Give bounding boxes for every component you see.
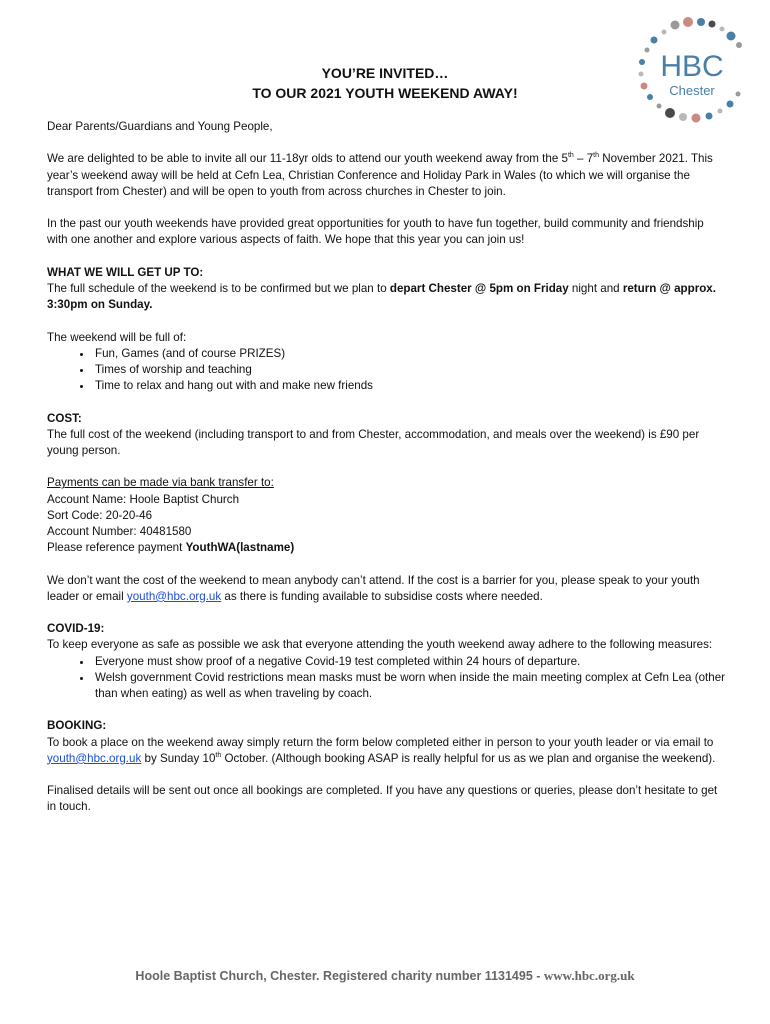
page-title-line2: TO OUR 2021 YOUTH WEEKEND AWAY! xyxy=(252,85,518,101)
payment-reference: Please reference payment YouthWA(lastname) xyxy=(47,541,295,555)
intro-paragraph-2: In the past our youth weekends have provided great opportunities for youth to have fun together, build community and friendship with one another and explore various aspects of faith. We hope that this year you can join us! xyxy=(47,217,704,247)
page-title-line1: YOU’RE INVITED… xyxy=(321,65,449,81)
covid-measures-list xyxy=(47,654,727,703)
list-item: • Fun, Games (and of course PRIZES) xyxy=(93,346,727,362)
list-item: • Everyone must show proof of a negative Covid-19 test completed within 24 hours of departure. xyxy=(93,654,727,670)
covid-paragraph: To keep everyone as safe as possible we ask that everyone attending the youth weekend away adhere to the following measures: xyxy=(47,638,713,652)
section-heading-covid: COVID-19: xyxy=(47,622,105,636)
account-number: Account Number: 40481580 xyxy=(47,524,192,538)
list-item: • Times of worship and teaching xyxy=(93,362,727,378)
cost-paragraph: The full cost of the weekend (including transport to and from Chester, accommodation, and meals over the weekend) is £90 per young person. xyxy=(47,427,700,457)
greeting: Dear Parents/Guardians and Young People, xyxy=(47,120,273,133)
funding-paragraph: We don’t want the cost of the weekend to mean anybody can’t attend. If the cost is a barrier for you, please speak to your youth leader or email youth@hbc.org.uk as there is funding available to subsidise costs where needed. xyxy=(47,573,700,603)
page-footer: Hoole Baptist Church, Chester. Registered charity number 1131495 - www.hbc.org.uk xyxy=(135,968,635,983)
youth-email-link[interactable]: youth@hbc.org.uk xyxy=(126,589,222,603)
list-intro: The weekend will be full of: xyxy=(47,330,187,344)
section-heading-booking: BOOKING: xyxy=(47,719,107,733)
logo-main-text: HBC xyxy=(660,50,724,83)
activities-list xyxy=(47,346,727,395)
booking-email-link[interactable]: youth@hbc.org.uk xyxy=(47,751,142,765)
final-paragraph: Finalised details will be sent out once all bookings are completed. If you have any questions or queries, please don’t hesitate to get in touch. xyxy=(47,784,718,814)
list-item: • Time to relax and hang out with and make new friends xyxy=(93,378,727,394)
account-name: Account Name: Hoole Baptist Church xyxy=(47,492,240,506)
section-heading-cost: COST: xyxy=(47,411,82,425)
payments-heading: Payments can be made via bank transfer to: xyxy=(47,476,274,490)
letter-body xyxy=(47,119,727,832)
sort-code: Sort Code: 20-20-46 xyxy=(47,508,153,522)
section-heading-what: WHAT WE WILL GET UP TO: xyxy=(47,265,204,279)
booking-paragraph: To book a place on the weekend away simply return the form below completed either in person to your youth leader or via email to youth@hbc.org.uk by Sunday 10th October. (Although booking ASAP is really helpful for us as we plan and organise the weekend). xyxy=(47,735,716,765)
logo-sub-text: Chester xyxy=(669,83,715,98)
list-item: • Welsh government Covid restrictions mean masks must be worn when inside the main meeting complex at Cefn Lea (other than when eating) as well as when traveling by coach. xyxy=(93,670,727,702)
schedule-paragraph: The full schedule of the weekend is to be confirmed but we plan to depart Chester @ 5pm on Friday night and return @ approx. 3:30pm on Sunday. xyxy=(47,281,716,312)
footer-website: www.hbc.org.uk xyxy=(543,968,635,983)
intro-paragraph-1: We are delighted to be able to invite all our 11-18yr olds to attend our youth weekend away from the 5th – 7th November 2021. This year’s weekend away will be held at Cefn Lea, Christian Conference and Holiday Park in Wales (to which we will organise the transport from Chester) and will be open to youth from across churches in Chester to join. xyxy=(47,152,713,198)
